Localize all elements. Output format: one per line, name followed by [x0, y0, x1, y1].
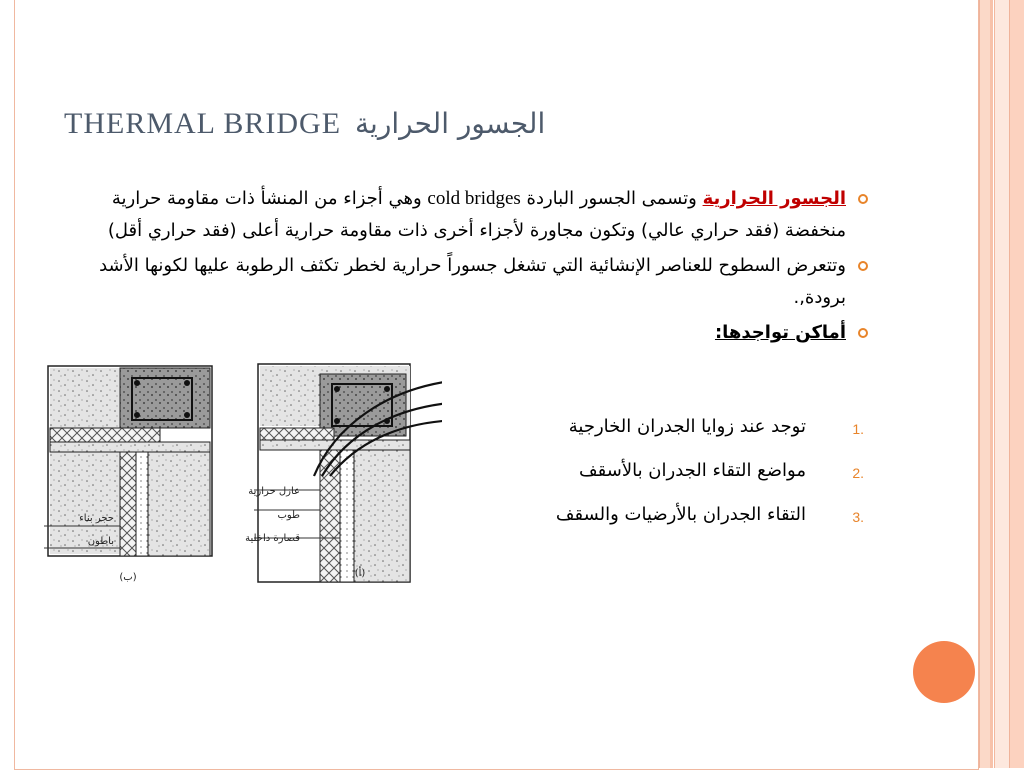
item-text: التقاء الجدران بالأرضيات والسقف — [555, 504, 806, 525]
label-concrete: باطون — [87, 536, 114, 547]
item-text: توجد عند زوايا الجدران الخارجية — [568, 416, 806, 437]
label-brick: طوب — [277, 510, 300, 521]
item-number: 2. — [852, 465, 864, 481]
decor-band — [990, 0, 993, 768]
caption-a: (أ) — [354, 568, 366, 579]
item-text: مواضع التقاء الجدران بالأسقف — [579, 460, 806, 481]
label-plaster: قصارة داخلية — [245, 533, 300, 544]
bullet-icon — [858, 194, 868, 204]
numbered-item — [446, 411, 864, 443]
diagram-b — [44, 366, 212, 556]
bullet-icon — [858, 328, 868, 338]
item-number: 3. — [852, 509, 864, 525]
numbered-item — [446, 455, 864, 487]
decor-circle — [913, 641, 975, 703]
bullet-text: وهي أجزاء من المنشأ ذات مقاومة حرارية منخفضة (فقد حراري عالي) وتكون مجاورة لأجزاء أخرى ذات مقاومة حرارية أعلى (فقد حراري أقل) — [107, 188, 846, 241]
latin-term: cold bridges — [427, 188, 521, 209]
thermal-bridge-figure — [42, 358, 442, 593]
item-number: 1. — [852, 421, 864, 437]
title-arabic: الجسور الحرارية — [355, 107, 546, 140]
label-stone: حجر بناء — [79, 513, 114, 524]
bullet-text: أماكن تواجدها: — [714, 322, 846, 343]
bullet-list — [66, 183, 846, 352]
decor-band — [994, 0, 1009, 768]
numbered-item — [446, 499, 864, 531]
slide-title — [64, 106, 545, 141]
caption-b: (ب) — [119, 572, 137, 583]
decor-band — [979, 0, 990, 768]
title-english: THERMAL BRIDGE — [64, 107, 342, 140]
bullet-icon — [858, 261, 868, 271]
bullet-item — [66, 250, 846, 314]
diagram-a — [254, 364, 442, 582]
label-insulation: عازل حرارية — [248, 486, 300, 497]
bullet-text: وتتعرض السطوح للعناصر الإنشائية التي تشغل جسوراً حرارية لخطر تكثف الرطوبة عليها لكونها الأشد برودة,. — [99, 255, 846, 308]
highlight-term: الجسور الحرارية — [702, 188, 846, 209]
decor-band — [1009, 0, 1024, 768]
bullet-item — [66, 317, 846, 349]
numbered-list — [446, 411, 864, 543]
bullet-text: وتسمى الجسور الباردة — [520, 188, 703, 209]
bullet-item — [66, 183, 846, 247]
